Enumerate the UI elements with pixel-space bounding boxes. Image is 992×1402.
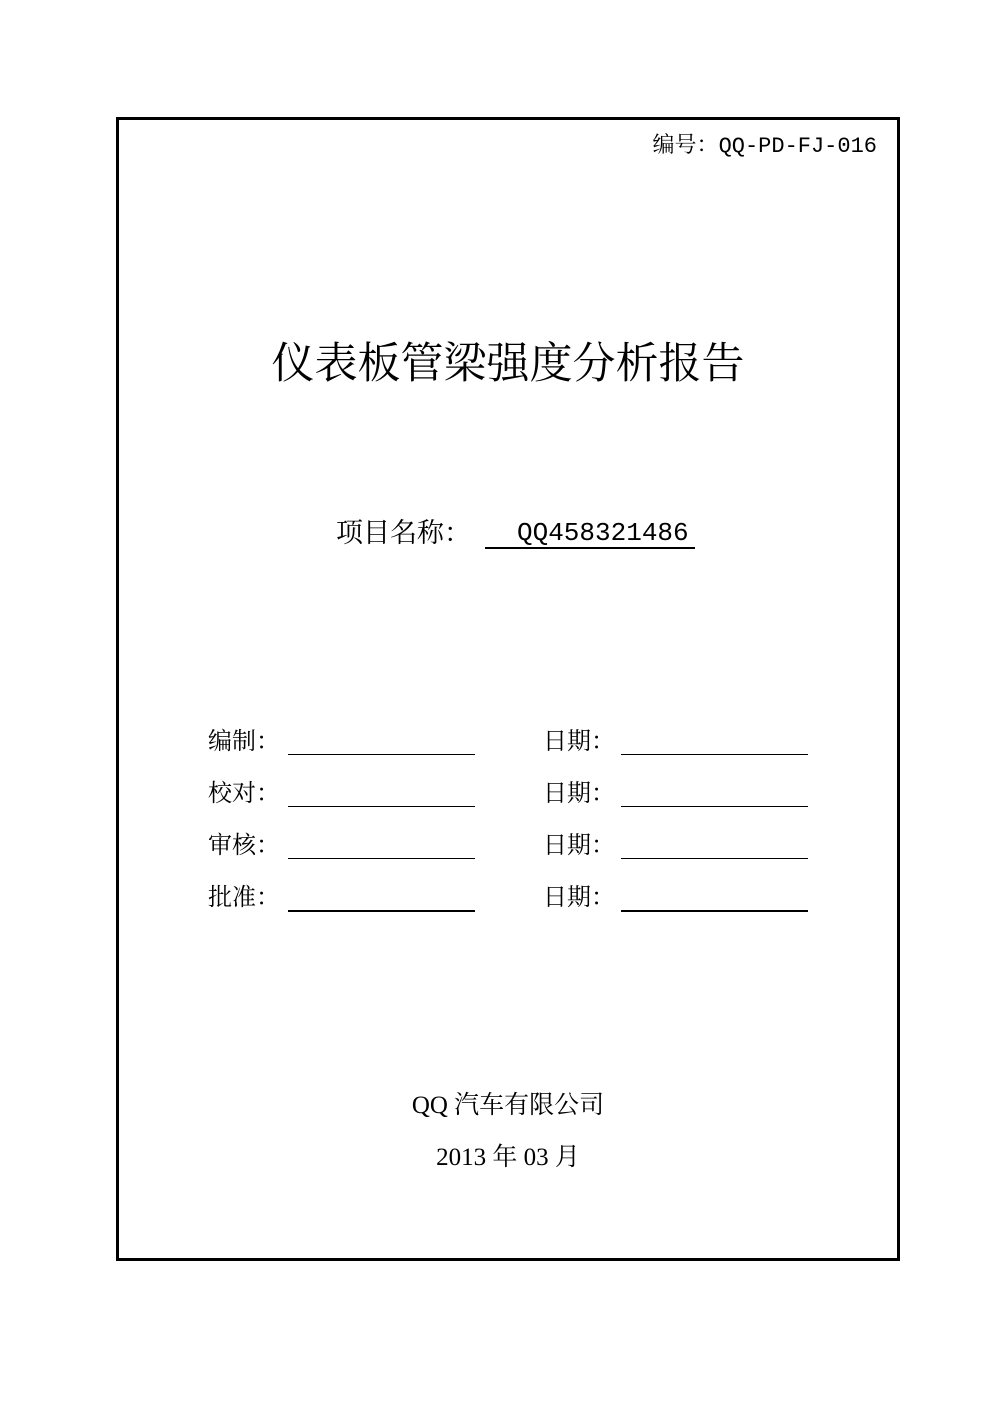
date-line <box>621 781 808 807</box>
date-line <box>621 833 808 859</box>
date-label: 日期： <box>543 729 615 755</box>
document-number-label: 编号： <box>652 132 719 157</box>
signature-line <box>288 781 475 807</box>
signature-line <box>288 729 475 755</box>
signoff-role-label: 校对： <box>208 781 280 807</box>
company-name: QQ 汽车有限公司 <box>411 1092 605 1119</box>
report-title: 仪表板管梁强度分析报告 <box>271 341 745 388</box>
signoff-row-prepared <box>0 729 992 757</box>
signoff-role-label: 审核： <box>208 833 280 859</box>
date-label: 日期： <box>543 885 615 911</box>
signoff-role-label: 批准： <box>208 885 280 911</box>
date-line <box>621 885 808 912</box>
signoff-row-approved <box>0 885 992 913</box>
signoff-role-label: 编制： <box>208 729 280 755</box>
project-name-value: QQ458321486 <box>485 518 695 549</box>
signature-line <box>288 833 475 859</box>
signature-line <box>288 885 475 912</box>
signoff-row-reviewed <box>0 833 992 861</box>
date-label: 日期： <box>543 833 615 859</box>
project-name-label: 项目名称： <box>336 518 471 548</box>
signoff-row-checked <box>0 781 992 809</box>
document-number <box>653 133 877 159</box>
document-number-value: QQ-PD-FJ-016 <box>718 134 877 159</box>
date-line <box>621 729 808 755</box>
cover-border <box>116 117 900 1261</box>
issue-date: 2013 年 03 月 <box>436 1144 580 1171</box>
date-label: 日期： <box>543 781 615 807</box>
